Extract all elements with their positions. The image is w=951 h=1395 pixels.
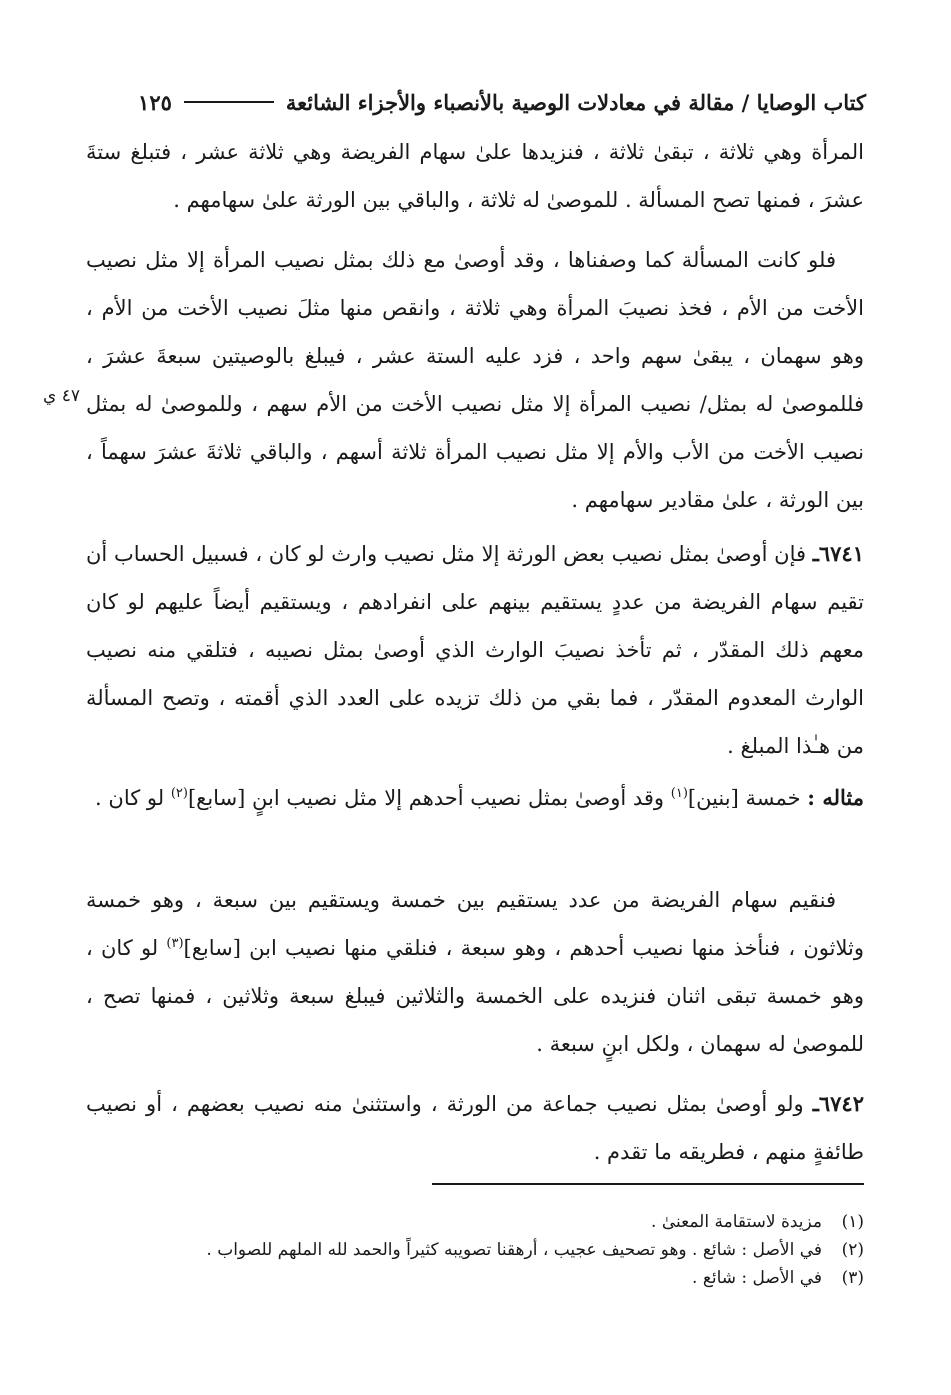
footnote-2-number: (٢) <box>841 1240 864 1260</box>
paragraph-6-number: ٦٧٤٢ـ <box>812 1091 864 1116</box>
footnote-2 <box>86 1236 864 1264</box>
paragraph-1: المرأة وهي ثلاثة ، تبقىٰ ثلاثة ، فنزيدها علىٰ سهام الفريضة وهي ثلاثة عشر ، فتبلغ ستةَ عشرَ ، فمنها تصح المسألة . للموصىٰ له ثلاثة ، والباقي بين الورثة علىٰ سهامهم . <box>86 140 864 212</box>
header-rule <box>184 101 274 103</box>
footnote-ref-3: (٣) <box>166 936 184 951</box>
footnote-2-text: في الأصل : شائع . وهو تصحيف عجيب ، أرهقنا تصويبه كثيراً والحمد لله الملهم للصواب . <box>206 1240 822 1260</box>
paragraph-5-tail: لو كان ، وهو خمسة تبقى اثنان فنزيده على الخمسة والثلاثين فيبلغ سبعة وثلاثين ، فمنها تصح ، للموصىٰ له سهمان ، ولكل ابنٍ سبعة . <box>86 936 864 1056</box>
footnote-ref-1: (١) <box>670 786 688 801</box>
footnote-separator <box>432 1183 864 1185</box>
paragraph-5 <box>86 876 864 1068</box>
example-text-a: خمسة [بنين] <box>687 786 801 810</box>
example-label: مثاله : <box>807 785 864 810</box>
footnote-3-number: (٣) <box>841 1268 864 1288</box>
page-number: ١٢٥ <box>138 89 172 115</box>
footnote-1-text: مزيدة لاستقامة المعنىٰ . <box>651 1212 822 1232</box>
paragraph-5-text: فنقيم سهام الفريضة من عدد يستقيم بين خمسة ويستقيم بين سبعة ، وهو خمسة وثلاثون ، فنأخذ منها نصيب أحدهم ، وهو سبعة ، فنلقي منها نصيب ابن [سابع] <box>86 888 864 960</box>
paragraph-3-number: ٦٧٤١ـ <box>812 541 864 566</box>
paragraph-3-text: فإن أوصىٰ بمثل نصيب بعض الورثة إلا مثل نصيب وارث لو كان ، فسبيل الحساب أن تقيم سهام الفريضة من عددٍ يستقيم بينهم على انفرادهم ، ويستقيم أيضاً عليهم لو كان معهم ذلك المقدّر ، ثم تأخذ نصيبَ الوارث الذي أوصىٰ بمثل نصيبه ، فتلقي منه نصيب الوارث المعدوم المقدّر ، فما بقي من ذلك تزيده على العدد الذي أقمته ، وتصح المسألة من هـٰذا المبلغ . <box>86 542 864 758</box>
footnote-1-number: (١) <box>841 1212 864 1232</box>
paragraph-3 <box>86 530 864 770</box>
margin-note: ٤٧ ي <box>43 386 80 406</box>
footnote-3-text: في الأصل : شائع . <box>692 1268 822 1288</box>
paragraph-example <box>86 774 864 822</box>
example-text-b: وقد أوصىٰ بمثل نصيب أحدهم إلا مثل نصيب ابنٍ [سابع] <box>187 786 665 810</box>
footnote-3 <box>86 1264 864 1292</box>
paragraph-6 <box>86 1080 864 1176</box>
header-title: كتاب الوصايا / مقالة في معادلات الوصية بالأنصباء والأجزاء الشائعة <box>285 89 866 115</box>
footnote-1 <box>86 1208 864 1236</box>
paragraph-2 <box>86 236 864 524</box>
running-header <box>86 82 866 122</box>
example-text-c: لو كان . <box>95 786 171 810</box>
footnote-ref-2: (٢) <box>170 786 188 801</box>
footnotes <box>86 1208 864 1292</box>
paragraph-2-text: فلو كانت المسألة كما وصفناها ، وقد أوصىٰ مع ذلك بمثل نصيب المرأة إلا مثل نصيب الأخت من الأم ، فخذ نصيبَ المرأة وهي ثلاثة ، وانقص منها مثلَ نصيب الأخت من الأم ، وهو سهمان ، يبقىٰ سهم واحد ، فزد عليه الستة عشر ، فيبلغ بالوصيتين سبعةَ عشرَ ، فللموصىٰ له بمثل/ نصيب المرأة إلا مثل نصيب الأخت من الأم سهم ، وللموصىٰ له بمثل نصيب الأخت من الأب والأم إلا مثل نصيب المرأة ثلاثة أسهم ، والباقي ثلاثةَ عشرَ سهماً ، بين الورثة ، علىٰ مقادير سهامهم . <box>86 248 864 512</box>
paragraph-6-text: ولو أوصىٰ بمثل نصيب جماعة من الورثة ، واستثنىٰ منه نصيب بعضهم ، أو نصيب طائفةٍ منهم ، فطريقه ما تقدم . <box>86 1092 864 1164</box>
